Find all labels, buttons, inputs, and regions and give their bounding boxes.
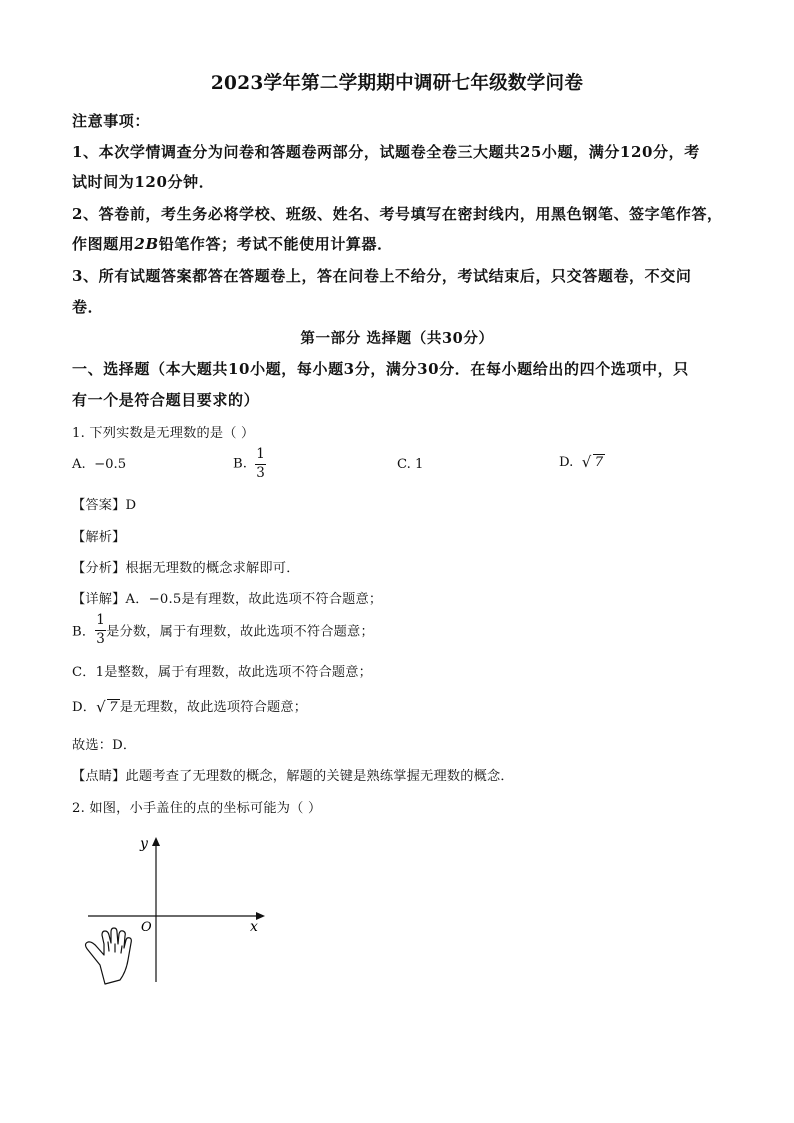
part1-heading: 第一部分 选择题（共30分） (300, 330, 494, 347)
notice-item-2-line-2 (72, 233, 393, 254)
coordinate-figure (80, 832, 280, 997)
notice-item-3-line-1: 3、所有试题答案都答在答题卷上，答在问卷上不给分，考试结束后，只交答题卷，不交问 (72, 267, 692, 285)
notice-item-1-line-2: 试时间为120分钟． (72, 173, 215, 191)
q1-analysis-label: 【解析】 (72, 530, 126, 545)
q1-option-d-label: D. (559, 455, 574, 470)
page-title: 2023学年第二学期期中调研七年级数学问卷 (210, 73, 584, 94)
section-instructions-line-2: 有一个是符合题目要求的） (72, 391, 260, 409)
y-axis-label: y (140, 836, 148, 852)
hand-icon (86, 928, 132, 984)
q1-answer: 【答案】D (72, 498, 137, 513)
radicand: 7 (109, 700, 118, 715)
q1-option-d (559, 455, 605, 470)
q1-comment: 【点睛】此题考查了无理数的概念，解题的关键是熟练掌握无理数的概念． (72, 769, 514, 784)
fraction-denominator: 3 (96, 630, 106, 647)
sqrt-icon: √ 7 (96, 698, 118, 716)
q1-option-c: C. 1 (397, 457, 424, 472)
detail-b-fraction (95, 614, 106, 646)
q1-option-a-label: A. (72, 457, 86, 472)
q1-option-b-fraction (255, 448, 266, 480)
fraction-numerator: 1 (95, 614, 106, 631)
detail-d-suffix: 是无理数，故此选项符合题意； (119, 700, 308, 715)
q1-option-b (233, 448, 266, 480)
fraction-numerator: 1 (255, 448, 266, 465)
fraction-denominator: 3 (256, 464, 265, 481)
detail-b-prefix: B． (72, 624, 96, 640)
q1-detail-c: C．1是整数，属于有理数，故此选项不符合题意； (72, 665, 373, 680)
origin-label: O (141, 920, 152, 935)
radicand: 7 (594, 455, 604, 470)
notice-item-2-line-1: 2、答卷前，考生务必将学校、班级、姓名、考号填写在密封线内，用黑色钢笔、签字笔作答， (72, 205, 723, 223)
q1-fenxi: 【分析】根据无理数的概念求解即可． (72, 561, 300, 576)
q1-option-b-label: B. (233, 456, 247, 472)
notice-item-2-pencil: 2B (134, 235, 159, 253)
q1-option-a (72, 457, 126, 472)
q1-conclusion: 故选：D． (72, 738, 137, 753)
sqrt-icon: √ 7 (581, 453, 604, 471)
notice-item-2-text-c: 铅笔作答；考试不能使用计算器． (158, 235, 393, 253)
detail-d-prefix: D． (72, 700, 97, 715)
notice-item-1-line-1: 1、本次学情调查分为问卷和答题卷两部分，试题卷全卷三大题共25小题，满分120分，考 (72, 143, 700, 161)
q1-detail-a: 【详解】A．−0.5是有理数，故此选项不符合题意； (72, 592, 383, 607)
notice-heading: 注意事项： (72, 112, 151, 130)
notice-item-2-text-a: 作图题用 (72, 235, 135, 253)
q1-option-a-value: −0.5 (94, 457, 127, 472)
section-instructions-line-1: 一、选择题（本大题共10小题，每小题3分，满分30分．在每小题给出的四个选项中，只 (72, 360, 689, 378)
q1-detail-d (72, 696, 307, 715)
detail-b-suffix: 是分数，属于有理数，故此选项不符合题意； (106, 624, 374, 640)
notice-item-3-line-2: 卷． (72, 298, 104, 316)
y-axis-arrow-icon (152, 837, 160, 846)
x-axis-label: x (250, 919, 258, 935)
q1-stem: 1. 下列实数是无理数的是（ ） (72, 426, 255, 441)
q1-detail-b (72, 614, 374, 646)
q2-stem: 2. 如图，小手盖住的点的坐标可能为（ ） (72, 801, 322, 816)
